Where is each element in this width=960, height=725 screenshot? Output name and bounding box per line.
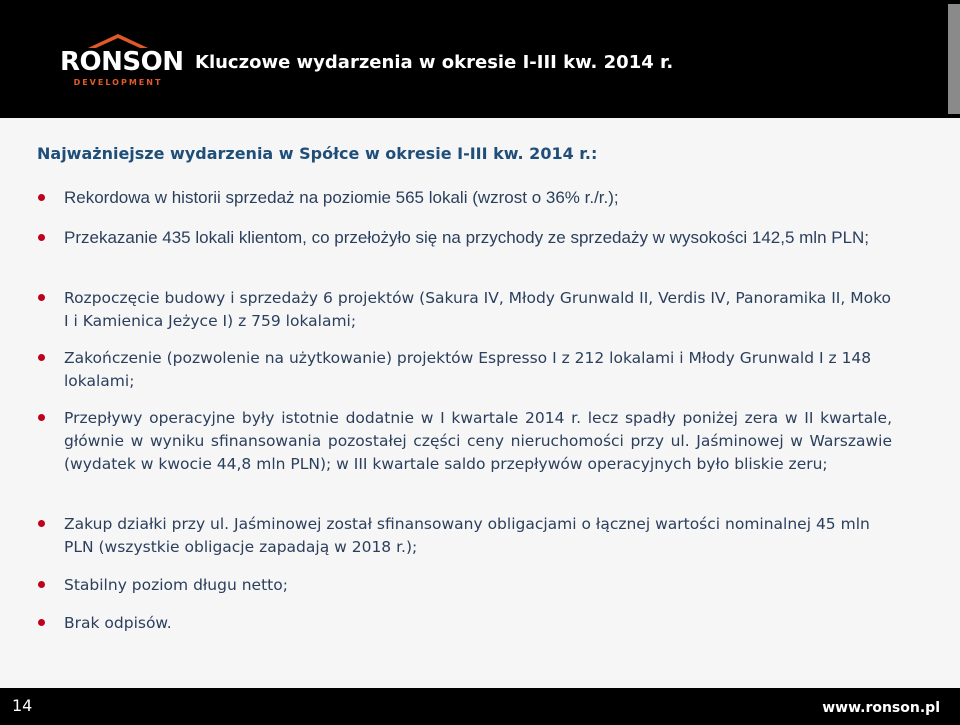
bullet-icon [38,354,45,361]
header-bar [0,0,960,118]
logo-text: RONSON [60,47,184,77]
bullet-text: Rozpoczęcie budowy i sprzedaży 6 projektów (Sakura IV, Młody Grunwald II, Verdis IV, Panoramika II, Moko I i Kamienica Jeżyce I) z 759 lokalami; [64,289,891,330]
slide-title: Kluczowe wydarzenia w okresie I-III kw. 2014 r. [195,52,674,73]
bullet-text: Zakup działki przy ul. Jaśminowej został sfinansowany obligacjami o łącznej wartości nominalnej 45 mln PLN (wszystkie obligacje zapadają w 2018 r.); [64,515,870,556]
bullet-icon [38,194,45,201]
bullet-icon [38,294,45,301]
bullet-text: Przepływy operacyjne były istotnie dodatnie w I kwartale 2014 r. lecz spadły poniżej zera w II kwartale, głównie w wyniku sfinansowania pozostałej części ceny nieruchomości przy ul. Jaśminowej w Warszawie (wydatek w kwocie 44,8 mln PLN); w III kwartale saldo przepływów operacyjnych było bliskie zeru; [64,409,892,473]
bullet-icon [38,619,45,626]
bullet-icon [38,414,45,421]
bullet-text: Rekordowa w historii sprzedaż na poziomie 565 lokali (wzrost o 36% r./r.); [64,188,619,207]
header-decoration [948,4,960,114]
page-number: 14 [12,696,33,715]
website-link[interactable]: www.ronson.pl [822,700,940,716]
bullet-text: Stabilny poziom długu netto; [64,576,288,594]
bullet-icon [38,581,45,588]
footer-bar [0,688,960,725]
intro-heading: Najważniejsze wydarzenia w Spółce w okresie I-III kw. 2014 r.: [37,144,598,163]
bullet-icon [38,520,45,527]
roof-icon [88,34,148,48]
logo-subtext: DEVELOPMENT [73,78,163,87]
bullet-text: Brak odpisów. [64,614,172,632]
ronson-logo [60,34,184,90]
bullet-text: Zakończenie (pozwolenie na użytkowanie) projektów Espresso I z 212 lokalami i Młody Grunwald I z 148 lokalami; [64,349,872,390]
bullet-icon [38,234,45,241]
bullet-text: Przekazanie 435 lokali klientom, co przełożyło się na przychody ze sprzedaży w wysokości 142,5 mln PLN; [64,228,870,247]
